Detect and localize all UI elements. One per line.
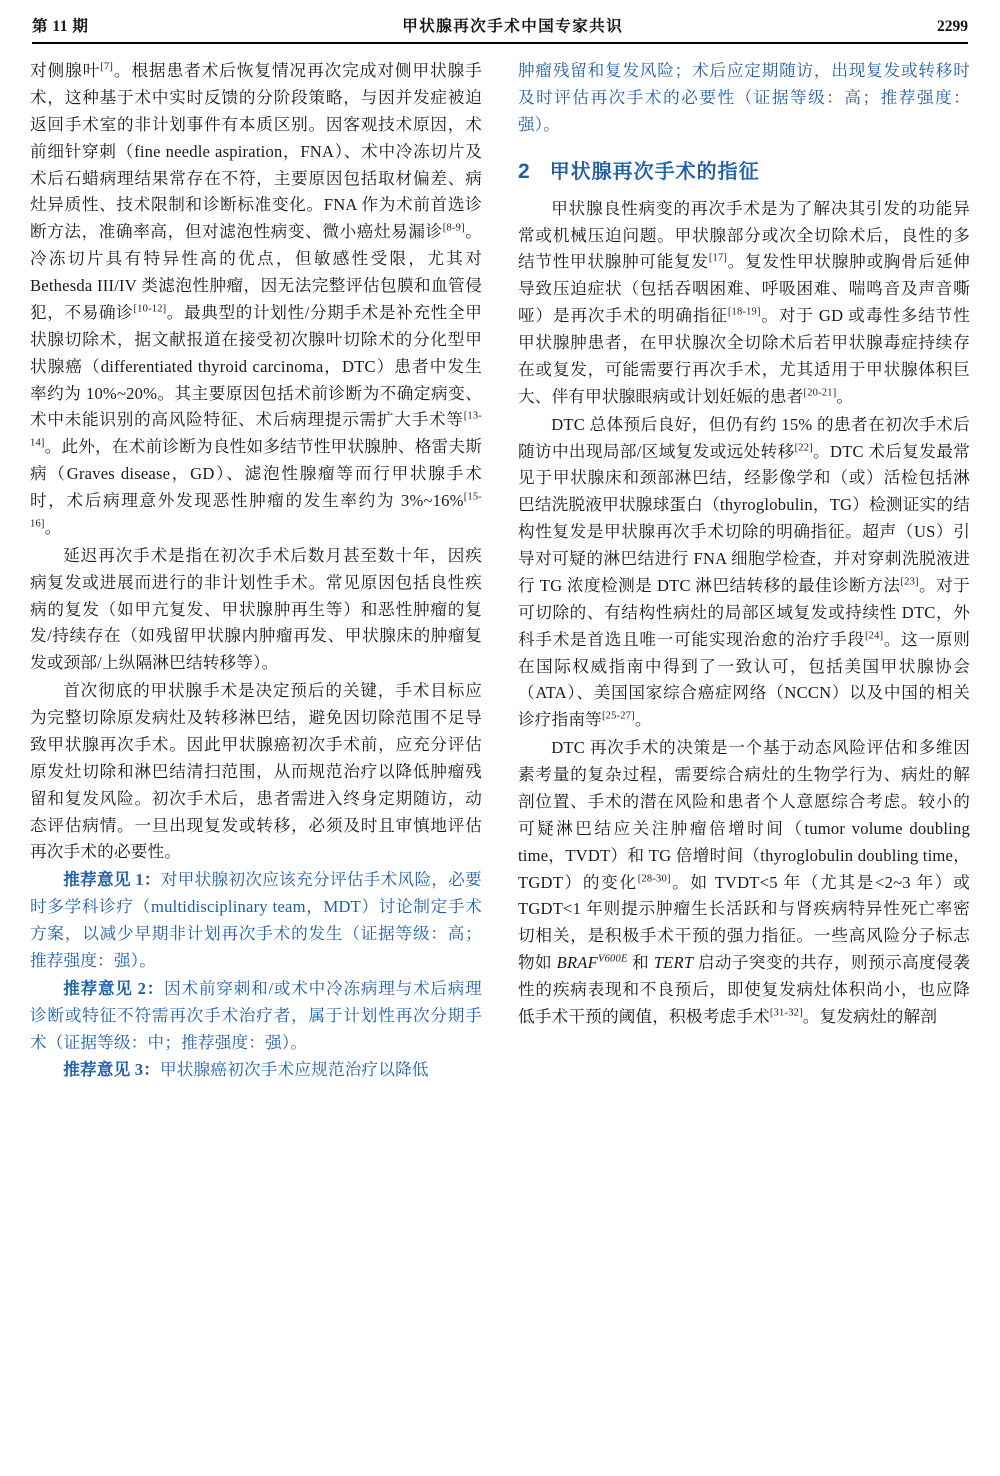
- recommendation-2: [30, 976, 482, 1057]
- section-heading: [518, 155, 970, 184]
- paragraph-dtc-decision: DTC 再次手术的决策是一个基于动态风险评估和多维因素考量的复杂过程，需要综合病灶的生物学行为、病灶的解剖位置、手术的潜在风险和患者个人意愿综合考虑。较小的可疑淋巴结应关注肿瘤倍增时间（tumor volume doubling time，TVDT）和 TG 倍增时间（thyroglobulin doubling time，TGDT）的变化[28-30]。如 TVDT<5 年（尤其是<2~3 年）或 TGDT<1 年则提示肿瘤生长活跃和与肾疾病特异性死亡率密切相关，是积极手术干预的强力指征。一些高风险分子标志物如 $BRAF^{V600E}$ 和 TERT 启动子突变的共存，则预示高度侵袭性的疾病表现和不良预后，即使复发病灶体积尚小，也应降低手术干预的阈值，积极考虑手术[31-32]。复发病灶的解剖: [518, 738, 971, 1026]
- paragraph-benign-indication: 甲状腺良性病变的再次手术是为了解决其引发的功能异常或机械压迫问题。甲状腺部分或次全切除术后，良性的多结节性甲状腺肿可能复发[17]。复发性甲状腺肿或胸骨后延伸导致压迫症状（包括吞咽困难、呼吸困难、喘鸣音及声音嘶哑）是再次手术的明确指征[18-19]。对于 GD 或毒性多结节性甲状腺肿患者，在甲状腺次全切除术后若甲状腺毒症持续存在或复发，可能需要行再次手术，尤其适用于甲状腺体积巨大、伴有甲状腺眼病或计划妊娠的患者[20-21]。: [518, 198, 970, 406]
- recommendation-1-text: 对甲状腺初次应该充分评估手术风险，必要时多学科诊疗（multidisciplinary team，MDT）讨论制定手术方案，以减少早期非计划再次手术的发生（证据等级：高；推荐强度：强）。: [30, 870, 482, 970]
- issue-label: 第 11 期: [32, 18, 89, 35]
- recommendation-2-label: 推荐意见 2：: [63, 978, 165, 998]
- paragraph-delayed-surgery: 延迟再次手术是指在初次手术后数月甚至数十年，因疾病复发或进展而进行的非计划性手术。常见原因包括良性疾病的复发（如甲亢复发、甲状腺肿再生等）和恶性肿瘤的复发/持续存在（如残留甲状腺内肿瘤再发、甲状腺床的肿瘤复发或颈部/上纵隔淋巴结转移等）。: [30, 545, 482, 673]
- two-column-body: [30, 58, 970, 1085]
- running-title: 甲状腺再次手术中国专家共识: [402, 18, 624, 35]
- section-number: 2: [518, 159, 530, 183]
- recommendation-3: [30, 1057, 482, 1084]
- page-header: [30, 0, 970, 42]
- recommendation-3-continuation: 肿瘤残留和复发风险；术后应定期随访，出现复发或转移时及时评估再次手术的必要性（证据等级：高；推荐强度：强）。: [518, 61, 970, 134]
- recommendation-3-label: 推荐意见 3：: [63, 1060, 161, 1080]
- section-title: 甲状腺再次手术的指征: [549, 160, 760, 183]
- recommendation-2-text: 因术前穿刺和/或术中冷冻病理与术后病理诊断或特征不符需再次手术治疗者，属于计划性再次分期手术（证据等级：中；推荐强度：强）。: [30, 978, 482, 1052]
- paragraph-first-surgery: 首次彻底的甲状腺手术是决定预后的关键，手术目标应为完整切除原发病灶及转移淋巴结，避免因切除范围不足导致甲状腺再次手术。因此甲状腺癌初次手术前，应充分评估原发灶切除和淋巴结清扫范围，从而规范治疗以降低肿瘤残留和复发风险。初次手术后，患者需进入终身定期随访，动态评估病情。一旦出现复发或转移，必须及时且审慎地评估再次手术的必要性。: [30, 681, 482, 862]
- right-column: [518, 58, 970, 1032]
- recommendation-1-label: 推荐意见 1：: [63, 870, 161, 890]
- left-column: [30, 58, 482, 1085]
- header-rule: [32, 42, 968, 44]
- recommendation-3-text: 甲状腺癌初次手术应规范治疗以降低: [160, 1060, 429, 1080]
- recommendation-1: [30, 867, 482, 975]
- page-number: 2299: [937, 18, 968, 35]
- paragraph-dtc-prognosis: DTC 总体预后良好，但仍有约 15% 的患者在初次手术后随访中出现局部/区域复发或远处转移[22]。DTC 术后复发最常见于甲状腺床和颈部淋巴结，经影像学和（或）活检包括淋巴结洗脱液甲状腺球蛋白（thyroglobulin，TG）检测证实的结构性复发是甲状腺再次手术切除的明确指征。超声（US）引导对可疑的淋巴结进行 FNA 细胞学检查，并对穿刺洗脱液进行 TG 浓度检测是 DTC 淋巴结转移的最佳诊断方法[23]。对于可切除的、有结构性病灶的局部区域复发或持续性 DTC，外科手术是首选且唯一可能实现治愈的治疗手段[24]。这一原则在国际权威指南中得到了一致认可，包括美国甲状腺协会（ATA）、美国国家综合癌症网络（NCCN）以及中国的相关诊疗指南等[25-27]。: [518, 414, 971, 730]
- paragraph-continuation: 对侧腺叶[7]。根据患者术后恢复情况再次完成对侧甲状腺手术，这种基于术中实时反馈的分阶段策略，与因并发症被迫返回手术室的非计划事件有本质区别。因客观技术原因，术前细针穿刺（fine needle aspiration，FNA）、术中冷冻切片及术后石蜡病理结果常存在不符，主要原因包括取材偏差、病灶异质性、技术限制和诊断标准变化。FNA 作为术前首选诊断方法，准确率高，但对滤泡性病变、微小癌灶易漏诊[8-9]。冷冻切片具有特异性高的优点，但敏感性受限，尤其对 Bethesda III/IV 类滤泡性肿瘤，因无法完整评估包膜和血管侵犯，不易确诊[10-12]。最典型的计划性/分期手术是补充性全甲状腺切除术，据文献报道在接受初次腺叶切除术的分化型甲状腺癌（differentiated thyroid carcinoma，DTC）患者中发生率约为 10%~20%。其主要原因包括术前诊断为不确定病变、术中未能识别的高风险特征、术后病理提示需扩大手术等[13-14]。此外，在术前诊断为良性如多结节性甲状腺肿、格雷夫斯病（Graves disease，GD）、滤泡性腺瘤等而行甲状腺手术时，术后病理意外发现恶性肿瘤的发生率约为 3%~16%[15-16]。: [30, 61, 482, 537]
